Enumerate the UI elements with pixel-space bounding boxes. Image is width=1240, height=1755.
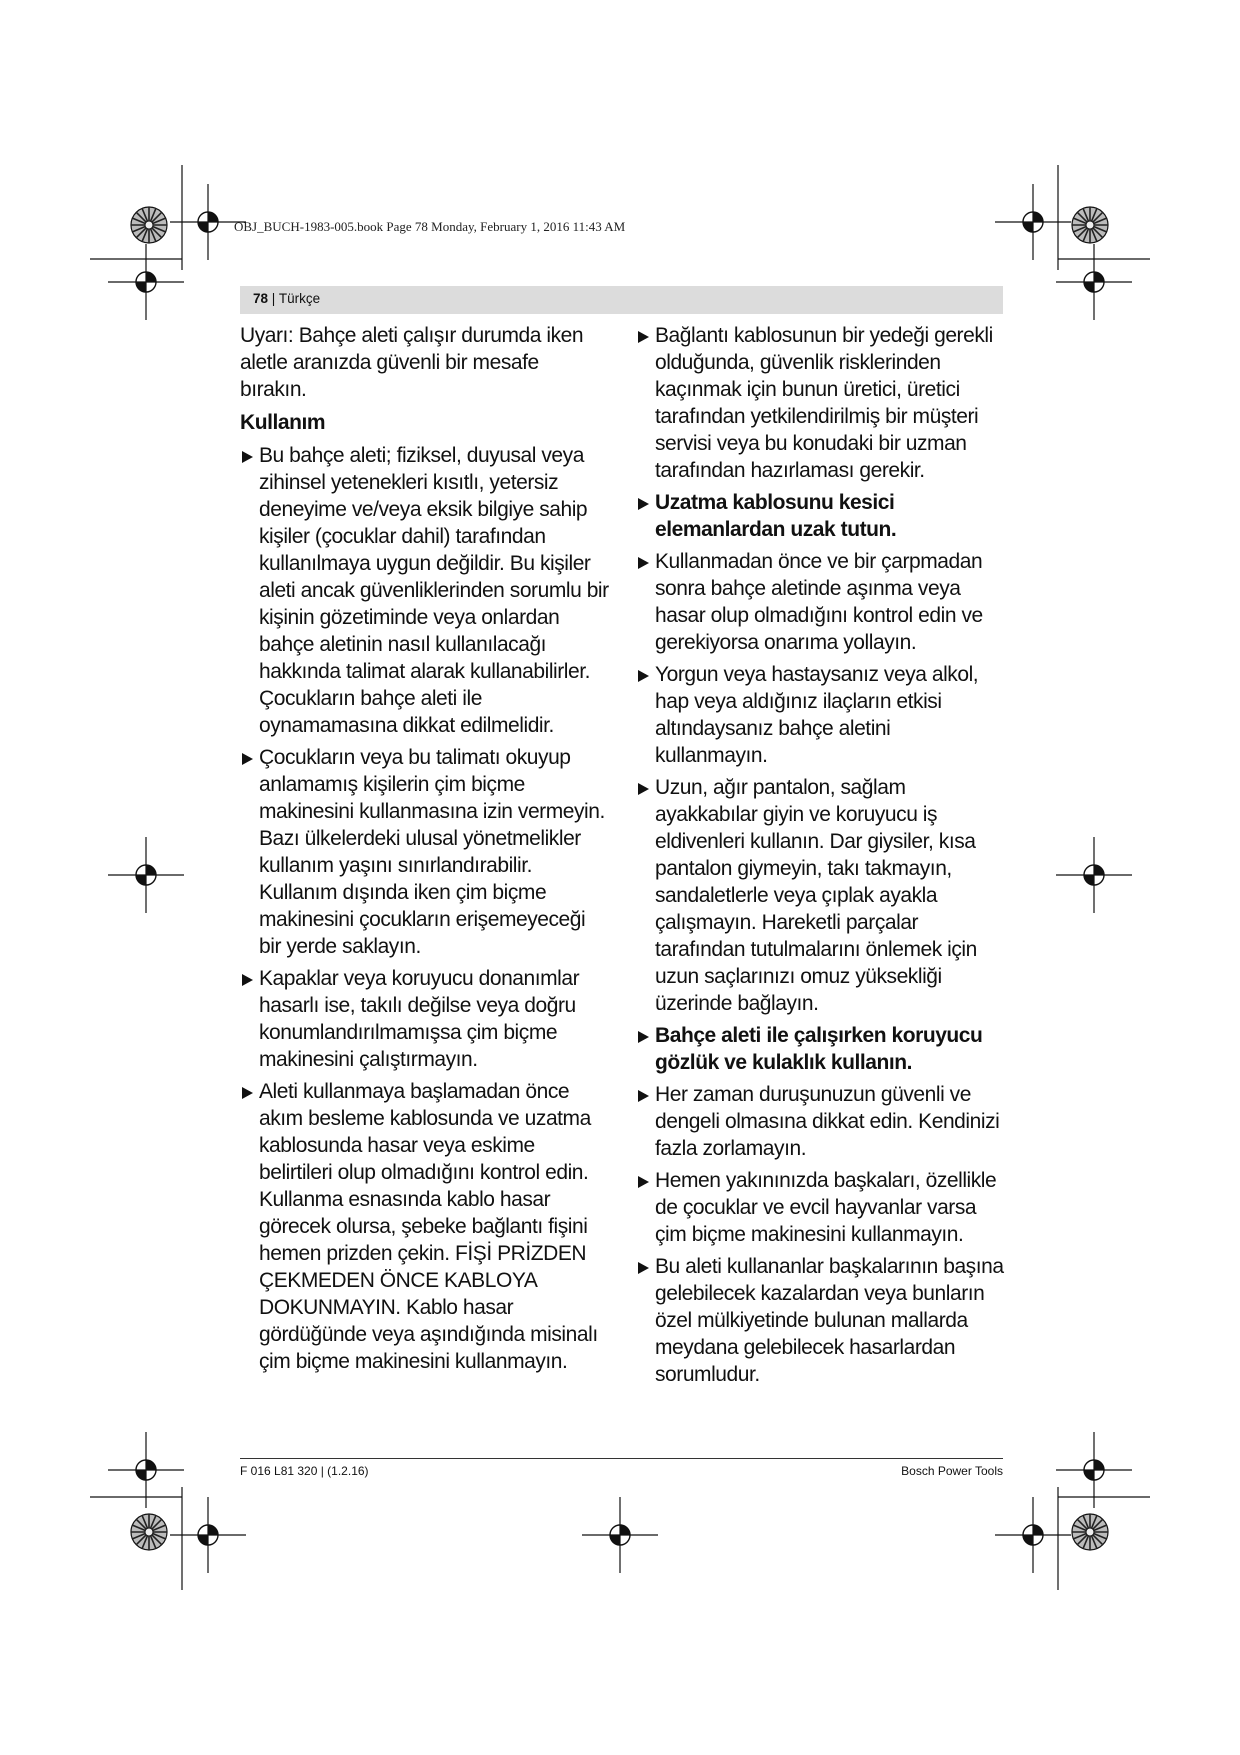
crosshair-icon — [1056, 837, 1132, 913]
list-item-text: Bahçe aleti ile çalışırken koruyucu gözlük ve kulaklık kullanın. — [655, 1024, 983, 1074]
left-column — [240, 322, 610, 1380]
list-item-text: Hemen yakınınızda başkaları, özellikle de çocuklar ve evcil hayvanlar varsa çim biçme makinesini kullanmayın. — [655, 1169, 997, 1246]
registration-target-icon — [1072, 207, 1108, 243]
crosshair-icon — [108, 244, 184, 320]
bullet-arrow-icon — [638, 331, 649, 343]
crosshair-icon — [108, 837, 184, 913]
footer-doc-code: F 016 L81 320 | (1.2.16) — [240, 1464, 369, 1478]
print-info: OBJ_BUCH-1983-005.book Page 78 Monday, February 1, 2016 11:43 AM — [234, 219, 626, 234]
warning-paragraph: Uyarı: Bahçe aleti çalışır durumda iken aletle aranızda güvenli bir mesafe bırakın. — [240, 324, 584, 401]
list-item-emphasized — [636, 1022, 1006, 1076]
list-item-text: Kullanmadan önce ve bir çarpmadan sonra bahçe aletinde aşınma veya hasar olup olmadığını kontrol edin ve gerekiyorsa onarıma yollayın. — [655, 550, 983, 654]
bullet-arrow-icon — [638, 1090, 649, 1102]
bullet-arrow-icon — [638, 1031, 649, 1043]
list-item-text: Yorgun veya hastaysanız veya alkol, hap veya aldığınız ilaçların etkisi altındaysanız bahçe aletini kullanmayın. — [655, 663, 979, 767]
footer-divider — [240, 1458, 1003, 1459]
list-item — [636, 548, 1006, 656]
header-separator: | — [271, 291, 276, 306]
registration-target-icon — [131, 207, 167, 243]
registration-target-icon — [1072, 1514, 1108, 1550]
list-item — [636, 661, 1006, 769]
list-item-text: Kapaklar veya koruyucu donanımlar hasarlı ise, takılı değilse veya doğru konumlandırılmamışsa çim biçme makinesini çalıştırmayın. — [259, 967, 580, 1071]
list-item-text: Bu bahçe aleti; fiziksel, duyusal veya zihinsel yetenekleri kısıtlı, yetersiz deneyime ve/veya eksik bilgiye sahip kişiler (çocuklar dahil) tarafından kullanılmaya uygun değildir. Bu kişiler aleti ancak güvenliklerinden sorumlu bir kişinin gözetiminde veya onlardan bahçe aletinin nasıl kullanılacağı hakkında talimat alarak kullanabilirler. — [259, 444, 609, 683]
list-item — [240, 442, 610, 739]
bullet-arrow-icon — [638, 498, 649, 510]
page-number: 78 — [253, 291, 269, 306]
list-item-text: Uzun, ağır pantalon, sağlam ayakkabılar giyin ve koruyucu iş eldivenleri kullanın. Dar giysiler, kısa pantalon giymeyin, takı takmayın, sandaletlerle veya çıplak ayakla çalışmayın. Hareketli parçalar tarafından tutulmalarını önlemek için uzun saçlarınızı omuz yüksekliği üzerinde bağlayın. — [655, 776, 977, 1015]
crosshair-icon — [995, 184, 1071, 260]
bullet-arrow-icon — [638, 557, 649, 569]
footer-brand: Bosch Power Tools — [901, 1464, 1003, 1478]
list-item-text: Bu aleti kullananlar başkalarının başına gelebilecek kazalardan veya bunların özel mülkiyetinde bulunan mallarda meydana gelebilecek hasarlardan sorumludur. — [655, 1255, 1004, 1386]
list-item-text: Çocukların veya bu talimatı okuyup anlamamış kişilerin çim biçme makinesini kullanmasına izin vermeyin. Bazı ülkelerdeki ulusal yönetmelikler kullanım yaşını sınırlandırabilir. Kullanım dışında iken çim biçme makinesini çocukların erişemeyeceği bir yerde saklayın. — [259, 746, 605, 958]
list-item — [240, 744, 610, 960]
bullet-arrow-icon — [242, 1087, 253, 1099]
list-item-emphasized — [636, 489, 1006, 543]
page-header — [253, 291, 320, 306]
bullet-arrow-icon — [638, 1176, 649, 1188]
right-column — [636, 322, 1006, 1393]
list-item-text: Uzatma kablosunu kesici elemanlardan uzak tutun. — [655, 491, 897, 541]
list-item-text: Aleti kullanmaya başlamadan önce akım besleme kablosunda ve uzatma kablosunda hasar veya eskime belirtileri olup olmadığını kontrol edin. Kullanma esnasında kablo hasar görecek olursa, şebeke bağlantı fişini hemen prizden çekin. FİŞİ PRİZDEN ÇEKMEDEN ÖNCE KABLOYA DOKUNMAYIN. Kablo hasar gördüğünde veya aşındığında misinalı çim biçme makinesini kullanmayın. — [259, 1080, 598, 1373]
list-item — [240, 965, 610, 1073]
page-header-bar — [240, 286, 1003, 314]
list-item — [636, 774, 1006, 1017]
crosshair-icon — [995, 1497, 1071, 1573]
list-item — [636, 322, 1006, 484]
bullet-arrow-icon — [242, 974, 253, 986]
list-item — [636, 1167, 1006, 1248]
list-item-text: Her zaman duruşunuzun güvenli ve dengeli olmasına dikkat edin. Kendinizi fazla zorlamayın. — [655, 1083, 1000, 1160]
list-item — [240, 1078, 610, 1375]
list-item-note: Çocukların bahçe aleti ile oynamamasına dikkat edilmelidir. — [259, 687, 554, 737]
crosshair-icon — [582, 1497, 658, 1573]
bullet-arrow-icon — [242, 753, 253, 765]
bullet-arrow-icon — [638, 783, 649, 795]
bullet-arrow-icon — [242, 451, 253, 463]
header-language: Türkçe — [278, 291, 321, 306]
bullet-arrow-icon — [638, 670, 649, 682]
registration-target-icon — [131, 1514, 167, 1550]
section-heading: Kullanım — [240, 411, 326, 434]
bullet-arrow-icon — [638, 1262, 649, 1274]
list-item — [636, 1081, 1006, 1162]
list-item — [636, 1253, 1006, 1388]
list-item-text: Bağlantı kablosunun bir yedeği gerekli olduğunda, güvenlik risklerinden kaçınmak için bunun üretici, üretici tarafından yetkilendirilmiş bir müşteri servisi veya bu konudaki bir uzman tarafından hazırlaması gerekir. — [655, 324, 993, 482]
crosshair-icon — [1056, 244, 1132, 320]
